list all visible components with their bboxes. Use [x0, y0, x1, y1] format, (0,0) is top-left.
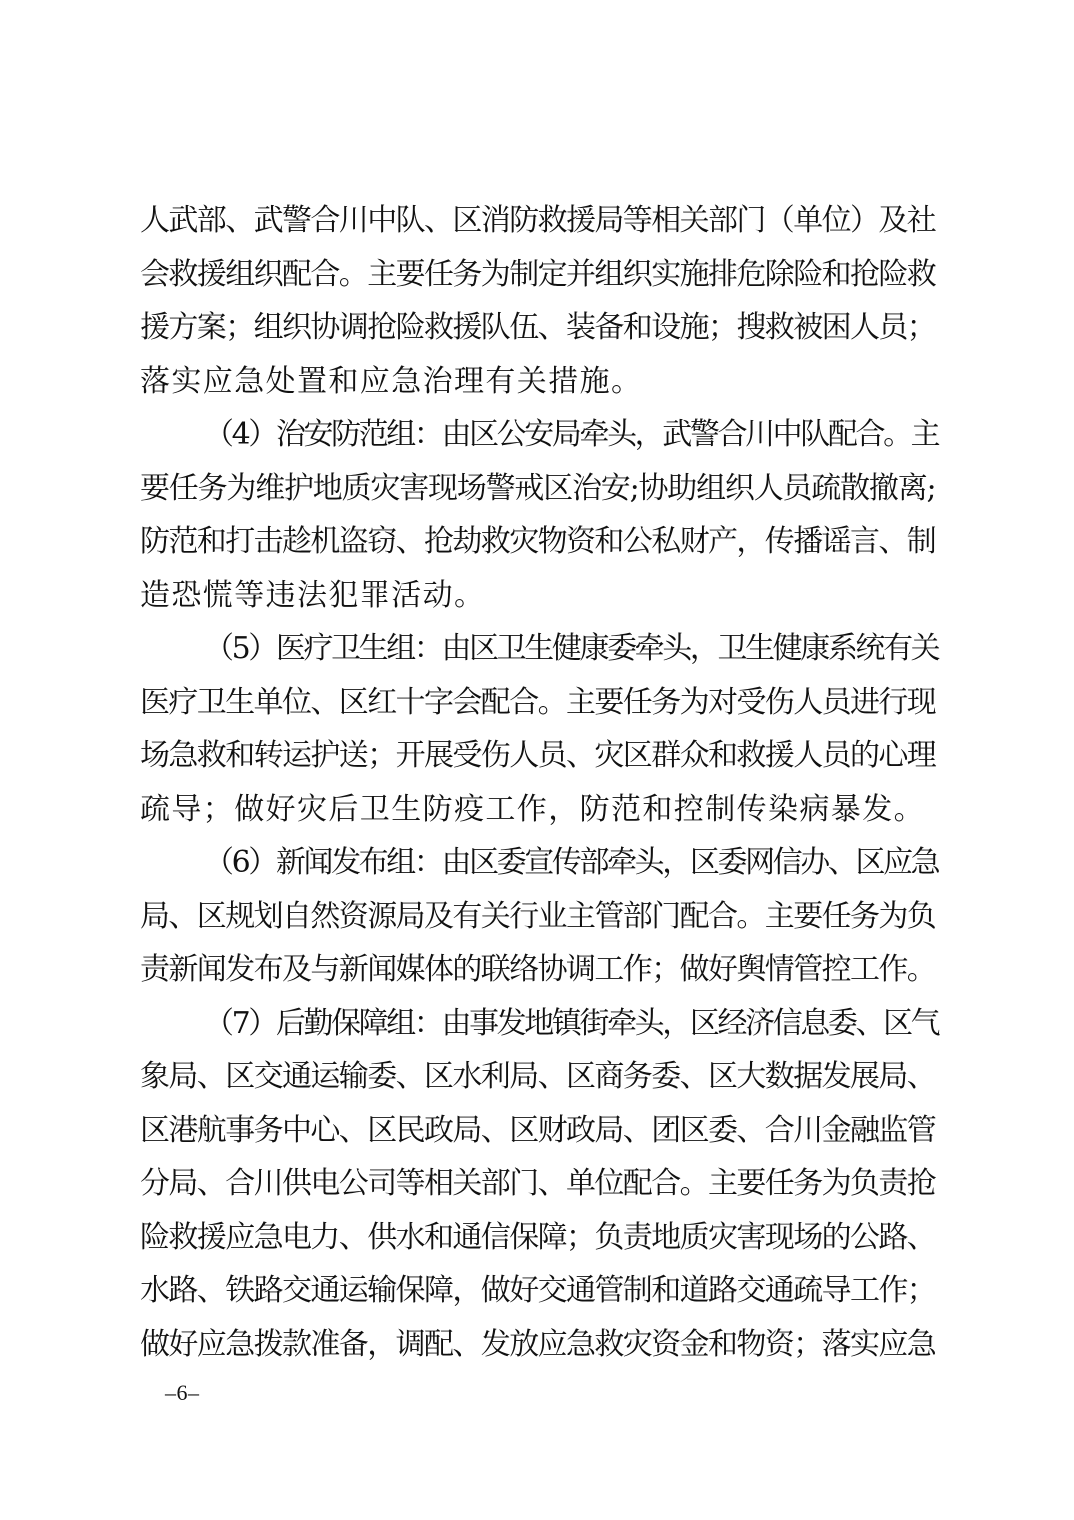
text-line: 象局、区交通运输委、区水利局、区商务委、区大数据发展局、 — [140, 1059, 936, 1094]
text-line: （4）治安防范组：由区公安局牵头，武警合川中队配合。主 — [204, 417, 939, 452]
text-line: 落实应急处置和应急治理有关措施。 — [140, 363, 643, 399]
text-line: 造恐慌等违法犯罪活动。 — [140, 577, 486, 613]
text-line: 责新闻发布及与新闻媒体的联络协调工作；做好舆情管控工作。 — [140, 952, 936, 987]
text-line: 险救援应急电力、供水和通信保障；负责地质灾害现场的公路、 — [140, 1219, 936, 1255]
text-line: 区港航事务中心、区民政局、区财政局、团区委、合川金融监管 — [140, 1112, 936, 1148]
text-line: 水路、铁路交通运输保障，做好交通管制和道路交通疏导工作； — [140, 1273, 936, 1308]
text-line: 分局、合川供电公司等相关部门、单位配合。主要任务为负责抢 — [140, 1166, 936, 1201]
text-line: 做好应急拨款准备，调配、发放应急救灾资金和物资；落实应急 — [140, 1326, 936, 1362]
text-line: 会救援组织配合。主要任务为制定并组织实施排危除险和抢险救 — [140, 256, 936, 292]
text-line: 要任务为维护地质灾害现场警戒区治安;协助组织人员疏散撤离; — [140, 470, 936, 506]
text-line: 医疗卫生单位、区红十字会配合。主要任务为对受伤人员进行现 — [140, 684, 936, 720]
body-text — [140, 194, 940, 1371]
text-line: 援方案；组织协调抢险救援队伍、装备和设施；搜救被困人员； — [140, 310, 936, 345]
text-line: 局、区规划自然资源局及有关行业主管部门配合。主要任务为负 — [140, 898, 936, 934]
text-line: （5）医疗卫生组：由区卫生健康委牵头，卫生健康系统有关 — [204, 631, 939, 666]
text-line: 疏导；做好灾后卫生防疫工作，防范和控制传染病暴发。 — [140, 791, 925, 827]
text-line: 防范和打击趁机盗窃、抢劫救灾物资和公私财产，传播谣言、制 — [140, 524, 936, 559]
text-line: 场急救和转运护送；开展受伤人员、灾区群众和救援人员的心理 — [140, 738, 936, 773]
text-line: （7）后勤保障组：由事发地镇街牵头，区经济信息委、区气 — [204, 1005, 939, 1041]
text-line: 人武部、武警合川中队、区消防救援局等相关部门（单位）及社 — [140, 203, 936, 238]
page-number: –6– — [165, 1380, 200, 1405]
text-line: （6）新闻发布组：由区委宣传部牵头，区委网信办、区应急 — [204, 845, 939, 880]
